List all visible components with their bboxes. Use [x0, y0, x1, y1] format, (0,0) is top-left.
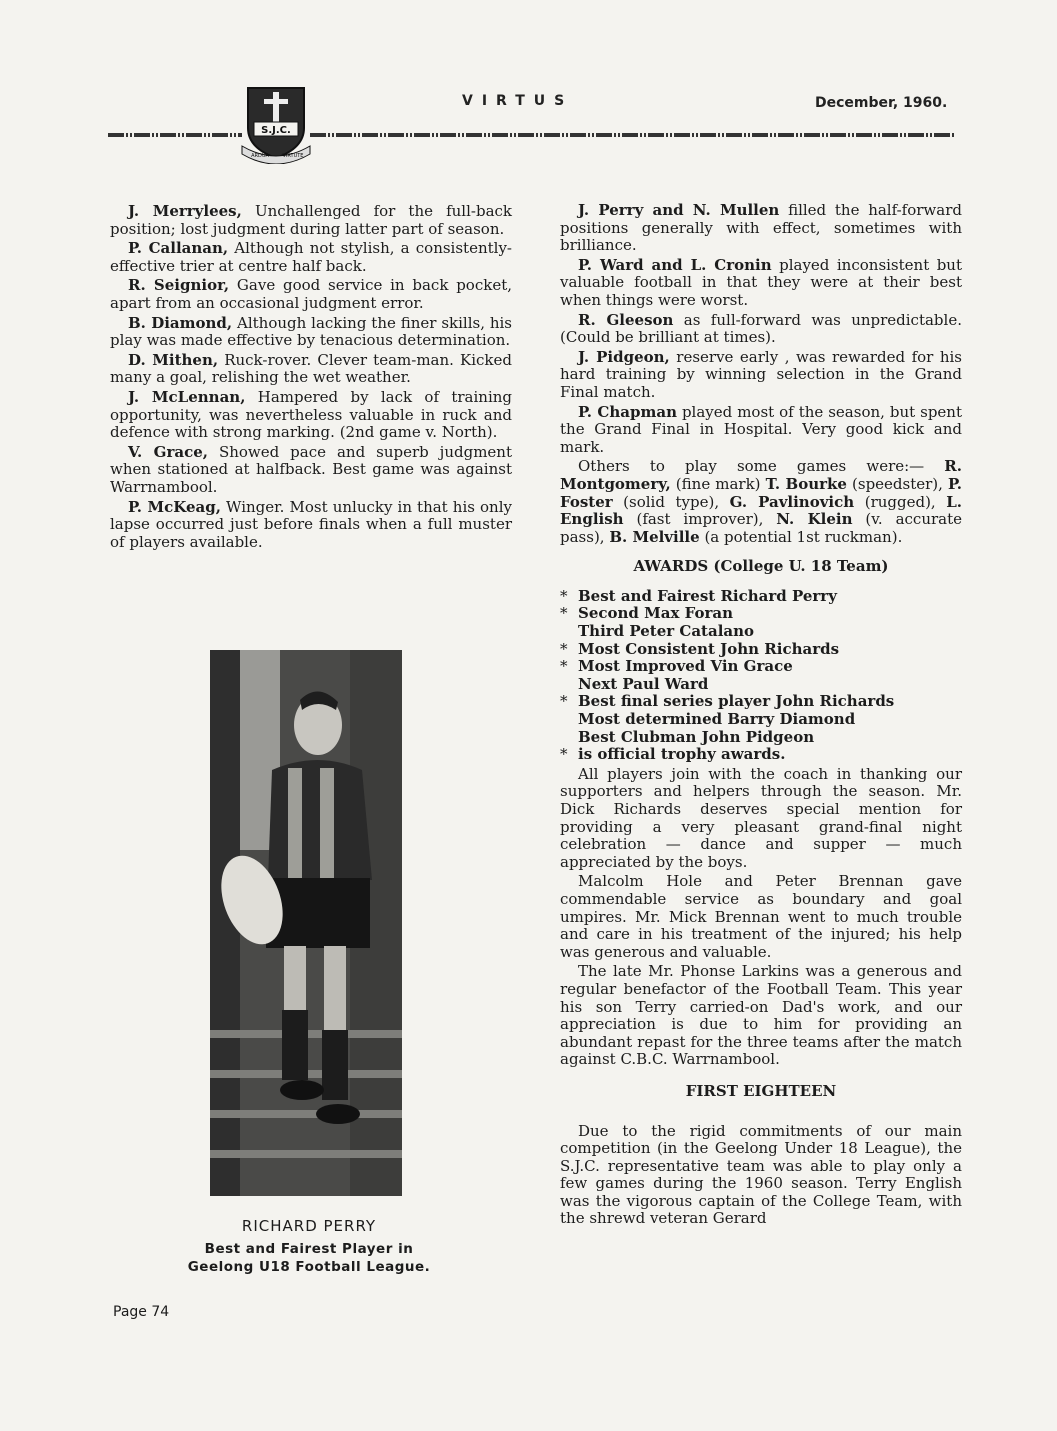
award-item: * Second Max Foran [560, 604, 733, 623]
issue-date: December, 1960. [815, 95, 948, 111]
player-entry: J. Merrylees, Unchallenged for the full-back position; lost judgment during latter part of season. [110, 202, 513, 238]
award-item: * Most Improved Vin Grace [560, 657, 793, 676]
player-entry: P. Callanan, Although not stylish, a consistently-effective trier at centre half back. [110, 239, 512, 275]
player-entry: V. Grace, Showed pace and superb judgment when stationed at halfback. Best game was against Warrnambool. [110, 442, 512, 496]
body-paragraph: Malcolm Hole and Peter Brennan gave commendable service as boundary and goal umpires. Mr. Mick Brennan went to much trouble and care in his treatment of the injured; his help was generous and valuable. [560, 872, 962, 961]
award-item: Third Peter Catalano [578, 622, 755, 641]
award-item: * Most Consistent John Richards [560, 639, 840, 658]
right-column [560, 202, 962, 1230]
player-entry: J. Perry and N. Mullen filled the half-forward positions generally with effect, sometimes with brilliance. [560, 201, 962, 255]
player-entry: P. McKeag, Winger. Most unlucky in that his only lapse occurred just before finals when a full muster of players available. [110, 497, 512, 551]
award-item: * is official trophy awards. [560, 745, 786, 764]
svg-text:S.J.C.: S.J.C. [261, 125, 291, 136]
player-entry: J. McLennan, Hampered by lack of training opportunity, was nevertheless valuable in ruck and defence with strong marking. (2nd game v. North). [110, 387, 513, 442]
player-entry: B. Diamond, Although lacking the finer skills, his play was made effective by tenacious determination. [110, 313, 512, 350]
body-paragraph: All players join with the coach in thanking our supporters and helpers through the season. Mr. Dick Richards deserves special mention for providing a very pleasant grand-final night celebration — dance and supper — much appreciated by the boys. [560, 764, 962, 871]
college-crest-icon [240, 84, 312, 164]
player-entry: R. Seignior, Gave good service in back pocket, apart from an occasional judgment error. [110, 276, 512, 312]
magazine-title: VIRTUS [462, 93, 574, 109]
svg-text:ARDUA: ARDUA [251, 153, 269, 159]
player-entry: P. Ward and L. Cronin played inconsistent but valuable football in that they were at their best when things were worst. [560, 255, 962, 309]
header-rule-left [108, 133, 242, 137]
award-item: Next Paul Ward [578, 674, 709, 693]
svg-text:VIRTUTE: VIRTUTE [282, 153, 304, 159]
first-eighteen-heading: FIRST EIGHTEEN [685, 1081, 837, 1100]
others-paragraph: Others to play some games were:— R. Montgomery, (fine mark) T. Bourke (speedster), P. Foster (solid type), G. Pavlinovich (rugged), L. English (fast improver), N. Klein (v. accurate pass), B. Melville (a potential 1st ruckman). [560, 457, 963, 546]
photo-caption-name: RICHARD PERRY [241, 1217, 377, 1235]
player-entry: J. Pidgeon, reserve early , was rewarded for his hard training by winning selection in the Grand Final match. [560, 347, 962, 401]
photo-caption-description: Best and Fairest Player in Geelong U18 Football League. [187, 1241, 431, 1275]
player-entry: R. Gleeson as full-forward was unpredictable. (Could be brilliant at times). [560, 310, 962, 347]
page-number: Page 74 [113, 1304, 170, 1320]
body-paragraph: Due to the rigid commitments of our main competition (in the Geelong Under 18 League), the S.J.C. representative team was able to play only a few games during the 1960 season. Terry English was the vigorous captain of the College Team, with the shrewd veteran Gerard [560, 1121, 962, 1228]
player-entry: P. Chapman played most of the season, but spent the Grand Final in Hospital. Very good kick and mark. [560, 402, 962, 456]
award-item: * Best and Fairest Richard Perry [560, 586, 837, 605]
player-entry: D. Mithen, Ruck-rover. Clever team-man. Kicked many a goal, relishing the wet weather. [110, 350, 512, 387]
player-photo [210, 650, 402, 1196]
awards-heading: AWARDS (College U. 18 Team) [633, 557, 889, 576]
left-column [110, 203, 512, 553]
award-item: Most determined Barry Diamond [578, 710, 856, 729]
award-item: * Best final series player John Richards [560, 692, 895, 711]
award-item: Best Clubman John Pidgeon [578, 727, 815, 746]
header-rule-right [310, 133, 955, 137]
body-paragraph: The late Mr. Phonse Larkins was a generous and regular benefactor of the Football Team. This year his son Terry carried-on Dad's work, and our appreciation is due to him for providing an abundant repast for the three teams after the match against C.B.C. Warrnambool. [560, 962, 962, 1069]
awards-list [560, 588, 962, 764]
